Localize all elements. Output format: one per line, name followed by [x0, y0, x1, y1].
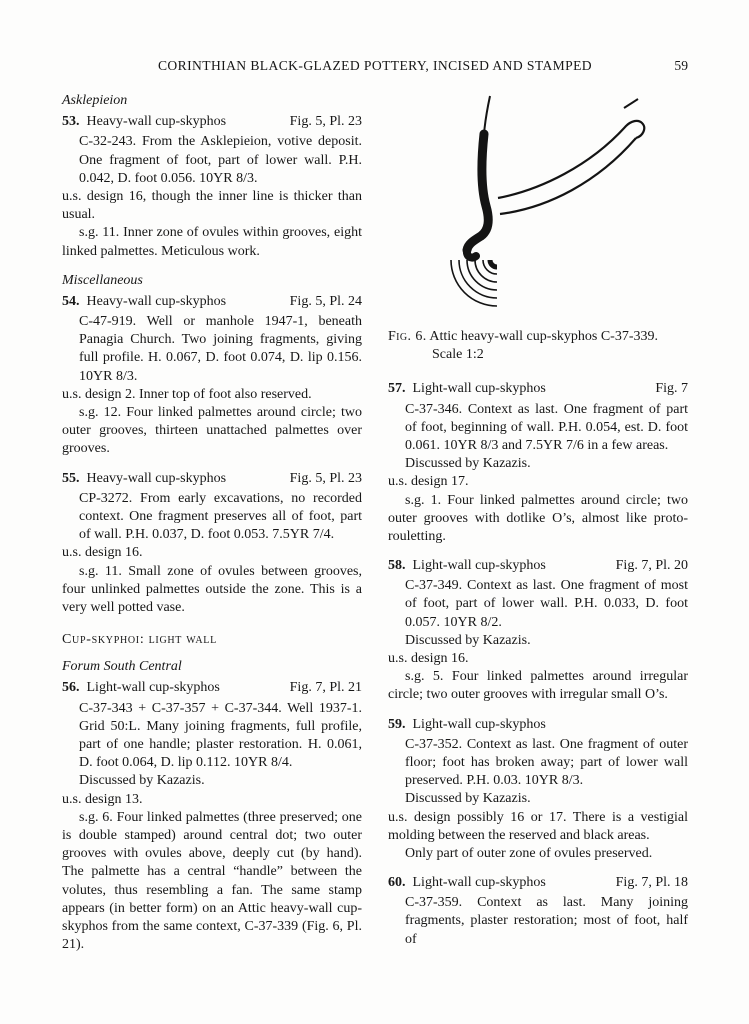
entry-56-number: 56.: [62, 680, 80, 696]
catalog-entry-59: [388, 716, 688, 864]
entry-56-discussion-note: Discussed by Kazazis.: [79, 773, 205, 789]
entry-58-heading: [388, 557, 688, 575]
page-number: 59: [674, 58, 688, 73]
entry-59-us-note: u.s. design possibly 16 or 17. There is a vestigial molding between the reserved and black areas.: [388, 809, 688, 843]
entry-60-description: C-37-359. Context as last. Many joining fragments, plaster restoration; most of foot, half of: [405, 895, 688, 947]
entry-54-us-note: u.s. design 2. Inner top of foot also reserved.: [62, 386, 312, 402]
entry-57-number: 57.: [388, 381, 406, 397]
entry-53-heading: [62, 113, 362, 131]
entry-57-description: C-37-346. Context as last. One fragment of part of foot, beginning of wall. P.H. 0.054, est. D. foot 0.061. 10YR 8/3 and 7.5YR 7/6 in a few areas.: [405, 401, 688, 453]
entry-55-heading: [62, 470, 362, 488]
entry-55-figref: Fig. 5, Pl. 23: [289, 470, 362, 486]
entry-53-sg-note: s.g. 11. Inner zone of ovules within grooves, eight linked palmettes. Meticulous work.: [62, 225, 362, 259]
entry-57-title: Light-wall cup-skyphos: [412, 381, 546, 397]
entry-59-sg-note: Only part of outer zone of ovules preserved.: [405, 845, 653, 861]
entry-54-description: C-47-919. Well or manhole 1947-1, beneath Panagia Church. Two joining fragments, giving full profile. H. 0.067, D. foot 0.074, D. lip 0.156. 10YR 8/3.: [79, 314, 362, 384]
figure-6-caption-text: Attic heavy-wall cup-skyphos C-37-339.: [429, 329, 658, 344]
entry-59-discussion-note: Discussed by Kazazis.: [405, 791, 531, 807]
entry-54-heading: [62, 293, 362, 311]
subheading-asklepieion: Asklepieion: [62, 93, 128, 108]
entry-58-description: C-37-349. Context as last. One fragment of most of foot, part of lower wall. P.H. 0.033, D. foot 0.057. 10YR 8/2.: [405, 578, 688, 630]
figure-6-label: Fig. 6.: [388, 329, 427, 344]
catalog-entry-56: [62, 679, 362, 954]
entry-57-heading: [388, 380, 688, 398]
entry-54-title: Heavy-wall cup-skyphos: [86, 293, 227, 309]
entry-60-title: Light-wall cup-skyphos: [412, 875, 546, 891]
entry-59-description: C-37-352. Context as last. One fragment of outer floor; foot has broken away; part of lower wall preserved. P.H. 0.03. 10YR 8/3.: [405, 736, 688, 789]
entry-58-us-note: u.s. design 16.: [388, 651, 469, 666]
catalog-entry-57: [388, 380, 688, 546]
entry-57-discussion-note: Discussed by Kazazis.: [405, 456, 531, 472]
entry-55-title: Heavy-wall cup-skyphos: [86, 470, 227, 486]
entry-55-description: CP-3272. From early excavations, no recorded context. One fragment preserves all of foot, part of wall. P.H. 0.037, D. foot 0.053. 7.5YR 7/4.: [79, 490, 362, 543]
entry-59-heading: [388, 716, 688, 734]
catalog-entry-58: [388, 557, 688, 705]
entry-53-number: 53.: [62, 114, 80, 130]
running-head-title: CORINTHIAN BLACK-GLAZED POTTERY, INCISED AND STAMPED: [157, 58, 593, 73]
figure-6-scale: Scale 1:2: [432, 347, 484, 363]
entry-58-sg-note: s.g. 5. Four linked palmettes around irregular circle; two outer grooves with irregular small O’s.: [388, 669, 688, 703]
figure-6-caption: [388, 328, 688, 364]
entry-54-figref: Fig. 5, Pl. 24: [289, 293, 362, 309]
figure-6: [388, 94, 688, 364]
right-column: [388, 92, 688, 960]
entry-59-number: 59.: [388, 716, 406, 732]
entry-54-sg-note: s.g. 12. Four linked palmettes around circle; two outer grooves, thirteen unattached palmettes over grooves.: [62, 405, 362, 457]
subheading-miscellaneous: Miscellaneous: [62, 272, 143, 288]
entry-56-description: C-37-343 + C-37-357 + C-37-344. Well 1937-1. Grid 50:L. Many joining fragments, full profile, part of one handle; plaster restoration. H. 0.061, D. foot 0.064, D. lip 0.112. 10YR 8/4.: [79, 700, 362, 771]
entry-55-us-note: u.s. design 16.: [62, 545, 143, 561]
running-head: [62, 57, 688, 75]
entry-58-figref: Fig. 7, Pl. 20: [615, 558, 688, 574]
entry-60-figref: Fig. 7, Pl. 18: [615, 875, 688, 891]
entry-53-title: Heavy-wall cup-skyphos: [86, 114, 227, 130]
catalog-entry-53: [62, 113, 362, 261]
entry-57-figref: Fig. 7: [655, 381, 688, 397]
entry-57-sg-note: s.g. 1. Four linked palmettes around circle; two outer grooves with dotlike O’s, almost like proto-rouletting.: [388, 492, 688, 544]
entry-53-us-note: u.s. design 16, though the inner line is thicker than usual.: [62, 188, 362, 223]
catalog-entry-60: [388, 874, 688, 949]
entry-55-sg-note: s.g. 11. Small zone of ovules between grooves, four unlinked palmettes outside the zone. This is a very well potted vase.: [62, 563, 362, 615]
catalog-entry-54: [62, 293, 362, 459]
entry-57-us-note: u.s. design 17.: [388, 474, 469, 490]
cup-skyphos-profile-drawing: [434, 94, 666, 316]
entry-56-title: Light-wall cup-skyphos: [86, 680, 220, 696]
left-column: [62, 92, 362, 965]
entry-55-number: 55.: [62, 470, 80, 486]
entry-56-heading: [62, 679, 362, 697]
entry-56-us-note: u.s. design 13.: [62, 791, 143, 807]
entry-58-title: Light-wall cup-skyphos: [412, 558, 546, 574]
figure-6-caption-line: [388, 328, 688, 346]
entry-56-figref: Fig. 7, Pl. 21: [289, 680, 362, 696]
entry-58-number: 58.: [388, 558, 406, 574]
entry-59-title: Light-wall cup-skyphos: [412, 716, 546, 732]
section-heading-cup-skyphoi-light-wall: Cup-skyphoi: light wall: [62, 632, 217, 648]
entry-60-number: 60.: [388, 875, 406, 891]
entry-54-number: 54.: [62, 293, 80, 309]
catalog-entry-55: [62, 470, 362, 618]
subheading-forum-south-central: Forum South Central: [62, 659, 182, 675]
entry-58-discussion-note: Discussed by Kazazis.: [405, 632, 531, 648]
entry-53-description: C-32-243. From the Asklepieion, votive deposit. One fragment of foot, part of lower wall. P.H. 0.042, D. foot 0.056. 10YR 8/3.: [79, 134, 362, 186]
entry-56-sg-note: s.g. 6. Four linked palmettes (three preserved; one is double stamped) around central dot; two outer grooves with ovules above, deeply cut (by hand). The palmette has a central “handle” between the volutes, thus resembling a fan. The same stamp appears (in better form) on an Attic heavy-wall cup-skyphos from the same context, C-37-339 (Fig. 6, Pl. 21).: [62, 809, 362, 953]
entry-53-figref: Fig. 5, Pl. 23: [289, 114, 362, 130]
entry-60-heading: [388, 874, 688, 892]
